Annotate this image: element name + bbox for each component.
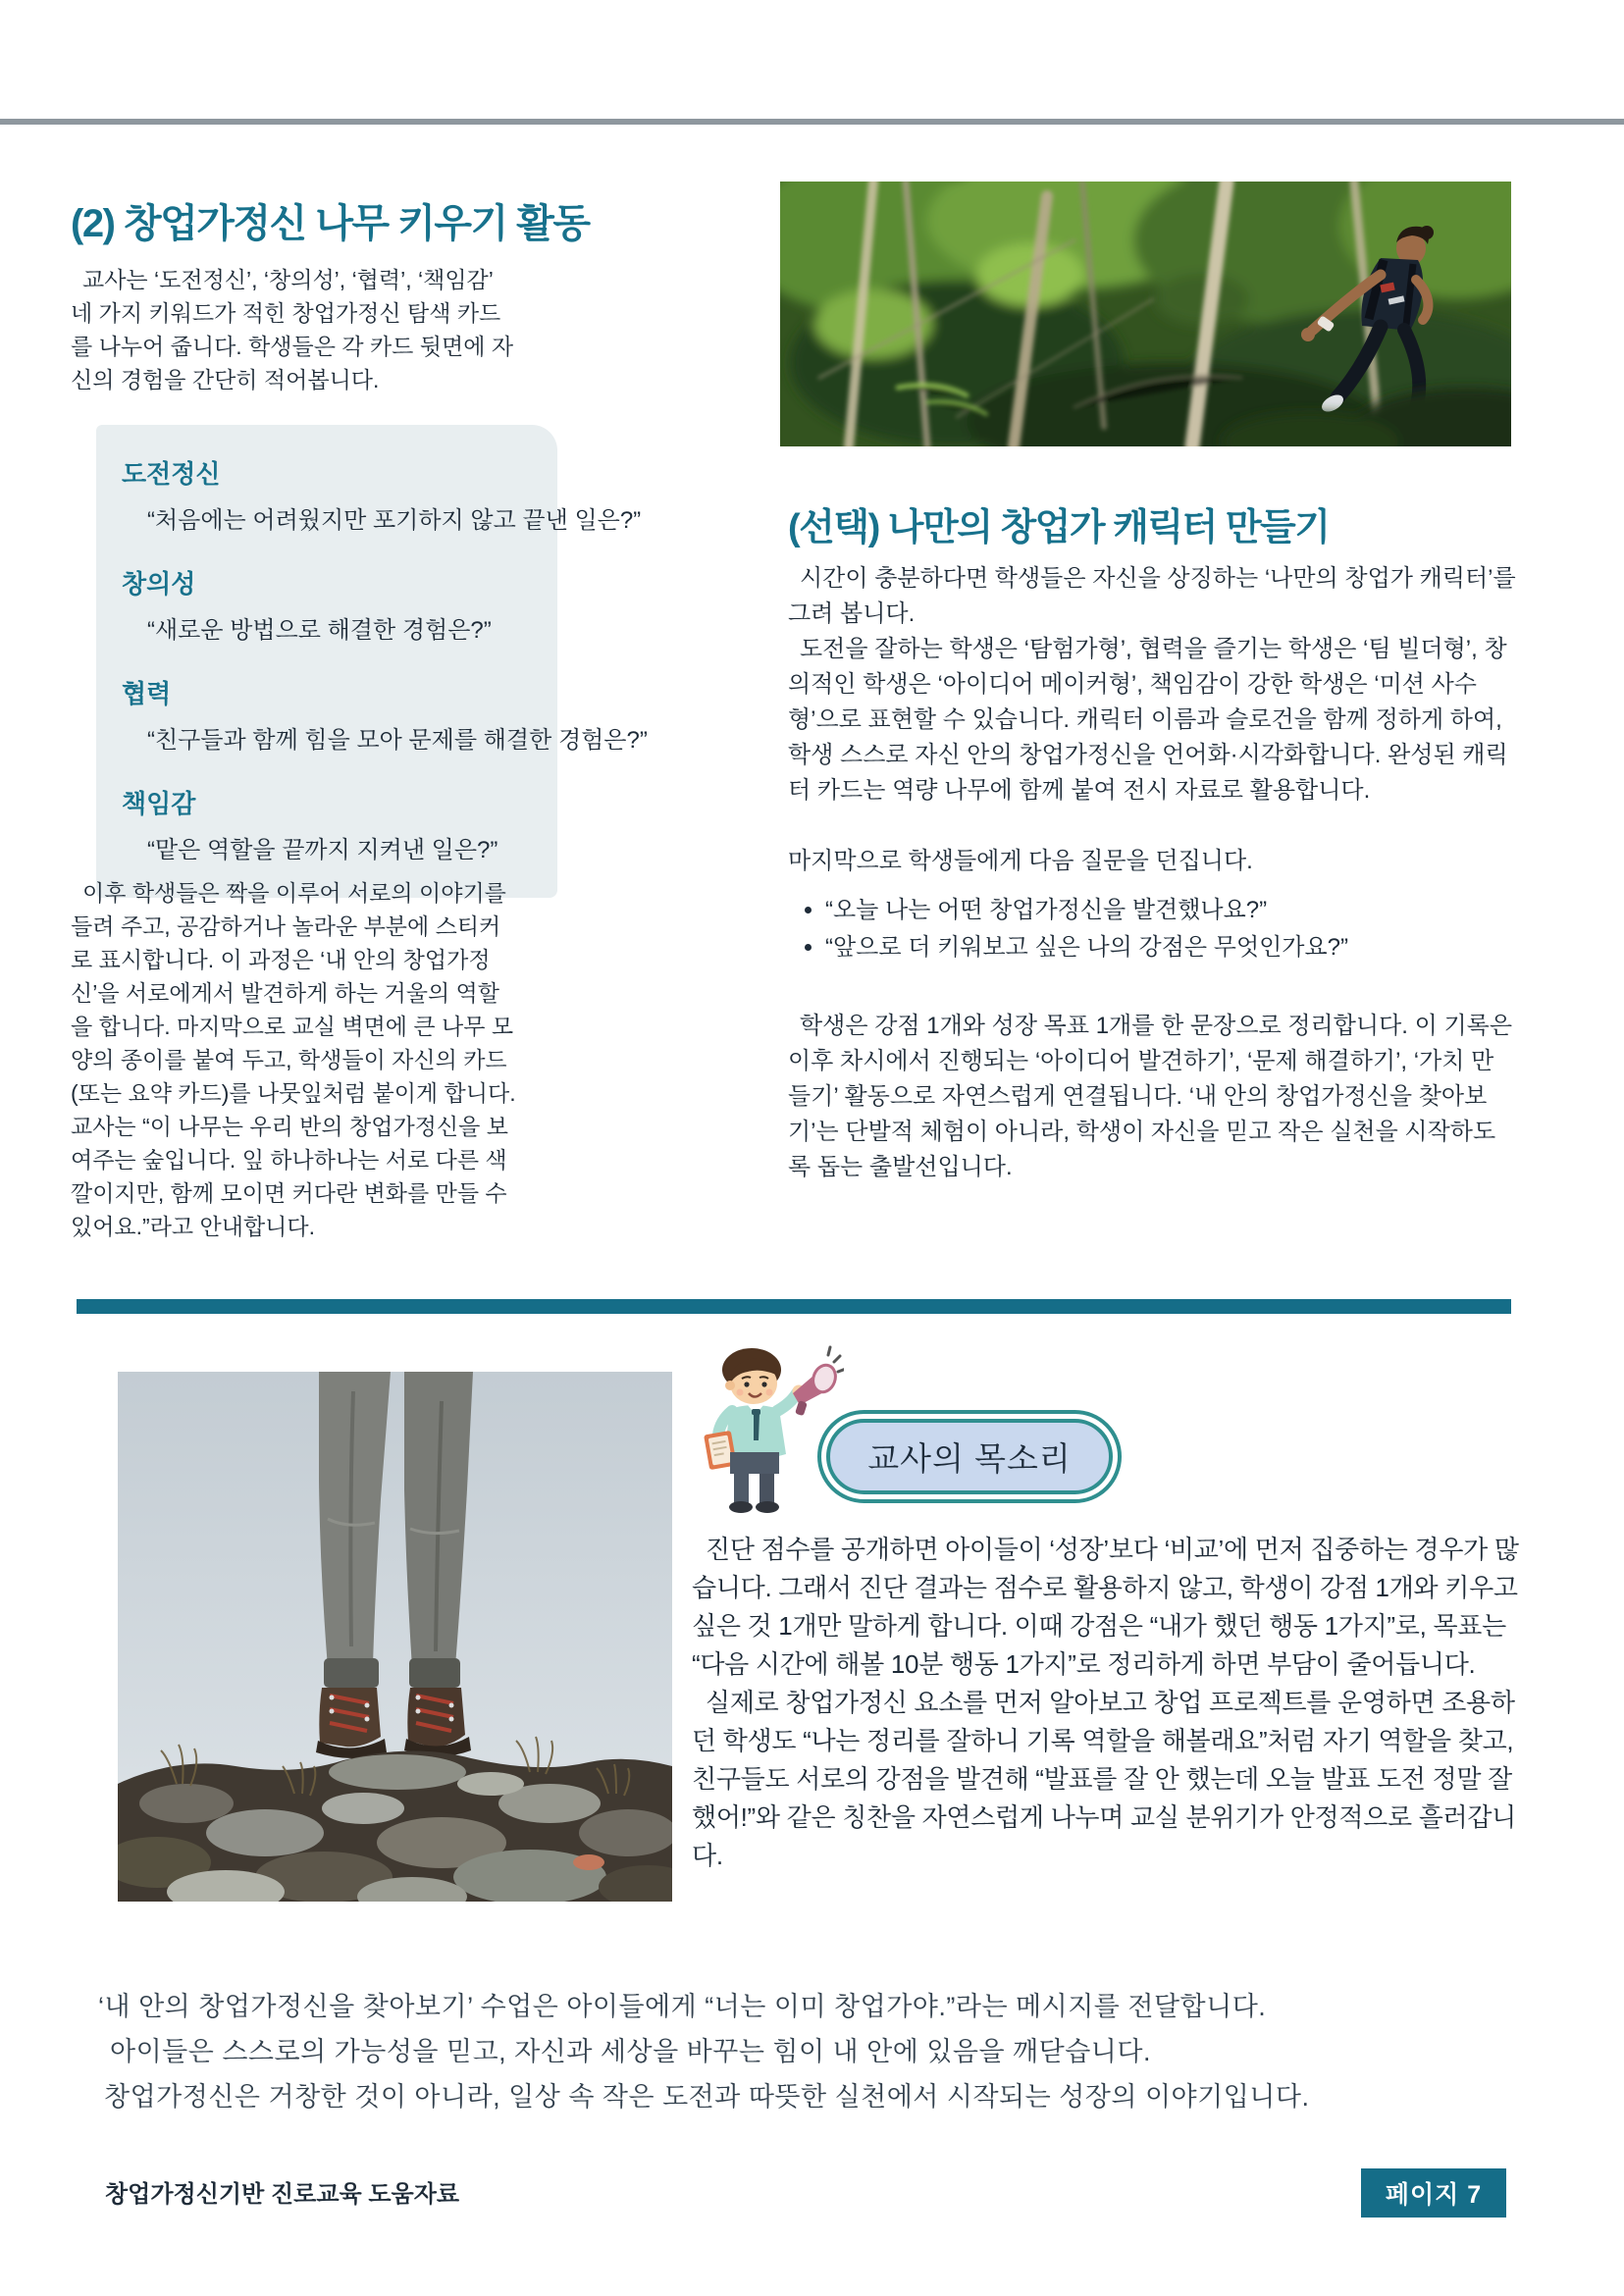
teacher-voice-paragraph-2: 실제로 창업가정신 요소를 먼저 알아보고 창업 프로젝트를 운영하면 조용하던 학생도 “나는 정리를 잘하니 기록 역할을 해볼래요”처럼 자기 역할을 찾고, 친구들도 서로의 강점을 발견해 “발표를 잘 안 했는데 오늘 발표 도전 정말 잘했어!”와 같은 칭찬을 자연스럽게 나누며 교실 분위기가 안정적으로 흘러갑니다. [692, 1688, 1516, 1870]
reflection-question-list [788, 893, 1516, 965]
forest-runner-illustration [780, 182, 1511, 446]
left-body-paragraph: 이후 학생들은 짝을 이루어 서로의 이야기를 들려 주고, 공감하거나 놀라운 부분에 스티커로 표시합니다. 이 과정은 ‘내 안의 창업가정신’을 서로에게서 발견하게 하는 거울의 역할을 합니다. 마지막으로 교실 벽면에 큰 나무 모양의 종이를 붙여 두고, 학생들이 자신의 카드(또는 요약 카드)를 나뭇잎처럼 붙이게 합니다. 교사는 “이 나무는 우리 반의 창업가정신을 보여주는 숲입니다. 잎 하나하나는 서로 다른 색깔이지만, 함께 모이면 커다란 변화를 만들 수 있어요.”라고 안내합니다. [71, 880, 516, 1239]
keyword-label: 협력 [122, 679, 172, 708]
teacher-cartoon [695, 1342, 844, 1515]
keyword-label: 책임감 [122, 789, 196, 818]
teacher-voice-badge [817, 1410, 1122, 1503]
keyword-label: 도전정신 [122, 459, 221, 489]
closing-message [98, 1984, 1492, 2119]
right-paragraph-3: 마지막으로 학생들에게 다음 질문을 던집니다. [788, 848, 1253, 874]
hiker-boots-photo [118, 1372, 672, 1902]
reflection-question: • “앞으로 더 키워보고 싶은 나의 강점은 무엇인가요?” [825, 930, 1516, 965]
megaphone-icon [793, 1347, 844, 1416]
reflection-question: • “오늘 나는 어떤 창업가정신을 발견했나요?” [825, 893, 1516, 928]
closing-line: 아이들은 스스로의 가능성을 믿고, 자신과 세상을 바꾸는 힘이 내 안에 있음을 깨닫습니다. [110, 2037, 1151, 2066]
hiker-boots-illustration [118, 1372, 672, 1902]
teacher-voice-paragraph-1: 진단 점수를 공개하면 아이들이 ‘성장’보다 ‘비교’에 먼저 집중하는 경우가 많습니다. 그래서 진단 결과는 점수로 활용하지 않고, 학생이 강점 1개와 키우고 싶은 것 1개만 말하게 합니다. 이때 강점은 “내가 했던 행동 1가지”로, 목표는 “다음 시간에 해볼 10분 행동 1가지”로 정리하게 하면 부담이 줄어듭니다. [692, 1535, 1519, 1679]
keyword-card [122, 564, 557, 645]
right-paragraph-1: 시간이 충분하다면 학생들은 자신을 상징하는 ‘나만의 창업가 캐릭터’를 그려 봅니다. [788, 565, 1516, 627]
right-paragraph-2: 도전을 잘하는 학생은 ‘탐험가형’, 협력을 즐기는 학생은 ‘팀 빌더형’, 창의적인 학생은 ‘아이디어 메이커형’, 책임감이 강한 학생은 ‘미션 사수형’으로 표현할 수 있습니다. 캐릭터 이름과 슬로건을 함께 정하게 하여, 학생 스스로 자신 안의 창업가정신을 언어화·시각화합니다. 완성된 캐릭터 카드는 역량 나무에 함께 붙여 전시 자료로 활용합니다. [788, 636, 1508, 804]
section-divider-bar [77, 1299, 1511, 1314]
keyword-card [122, 454, 642, 535]
teacher-voice-badge-label: 교사의 목소리 [826, 1419, 1113, 1494]
keyword-question: “처음에는 어려웠지만 포기하지 않고 끝낸 일은?” [147, 507, 642, 534]
keyword-label: 창의성 [122, 569, 196, 599]
keyword-question: “친구들과 함께 힘을 모아 문제를 해결한 경험은?” [147, 727, 648, 754]
teacher-voice-text [692, 1531, 1519, 1875]
keyword-question: “맡은 역할을 끝까지 지켜낸 일은?” [147, 837, 498, 863]
closing-line: ‘내 안의 창업가정신을 찾아보기’ 수업은 아이들에게 “너는 이미 창업가야.”라는 메시지를 전달합니다. [98, 1992, 1267, 2021]
keyword-question: “새로운 방법으로 해결한 경험은?” [147, 617, 492, 644]
footer-document-title: 창업가정신기반 진로교육 도움자료 [105, 2181, 460, 2208]
forest-runner-photo [780, 182, 1511, 446]
closing-line: 창업가정신은 거창한 것이 아니라, 일상 속 작은 도전과 따뜻한 실천에서 시작되는 성장의 이야기입니다. [104, 2082, 1310, 2112]
top-rule [0, 119, 1624, 125]
keyword-card [122, 784, 557, 864]
section-heading-tree-activity: (2) 창업가정신 나무 키우기 활동 [71, 202, 590, 245]
teacher-megaphone-illustration [695, 1342, 844, 1515]
left-intro-paragraph: 교사는 ‘도전정신’, ‘창의성’, ‘협력’, ‘책임감’ 네 가지 키워드가 적힌 창업가정신 탐색 카드를 나누어 줍니다. 학생들은 각 카드 뒷면에 자신의 경험을 간단히 적어봅니다. [71, 267, 514, 392]
section-heading-character: (선택) 나만의 창업가 캐릭터 만들기 [788, 507, 1330, 548]
right-paragraph-4: 학생은 강점 1개와 성장 목표 1개를 한 문장으로 정리합니다. 이 기록은 이후 차시에서 진행되는 ‘아이디어 발견하기’, ‘문제 해결하기’, ‘가치 만들기’ 활동으로 자연스럽게 연결됩니다. ‘내 안의 창업가정신을 찾아보기’는 단발적 체험이 아니라, 학생이 자신을 믿고 작은 실천을 시작하도록 돕는 출발선입니다. [788, 1013, 1513, 1180]
keyword-card [122, 674, 648, 755]
right-column-text [788, 561, 1516, 1185]
page-number-badge: 페이지 7 [1361, 2168, 1506, 2218]
keyword-card-box [96, 425, 648, 898]
